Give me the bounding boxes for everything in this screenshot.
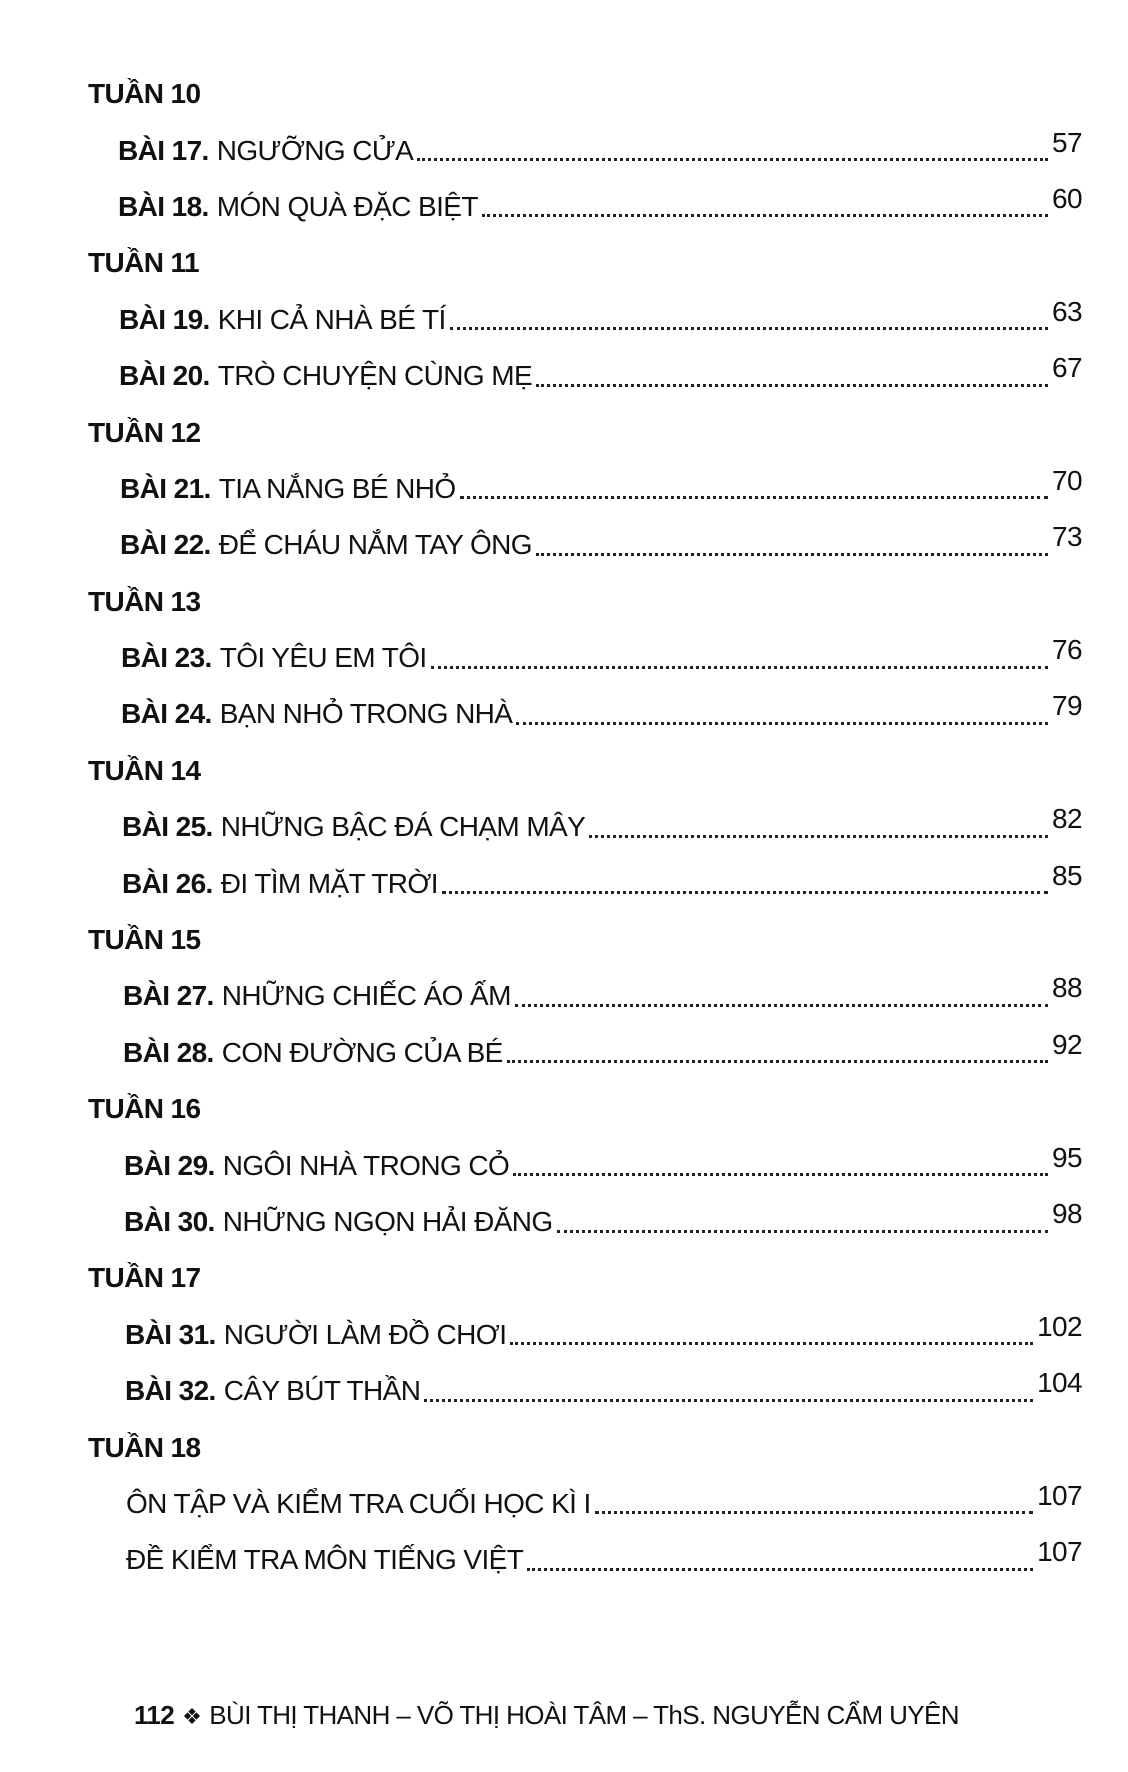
- lesson-title: TÔI YÊU EM TÔI: [219, 642, 427, 674]
- toc-entry: [0, 1025, 1128, 1081]
- page-ref: 63: [1052, 295, 1082, 327]
- page-ref: 107: [1037, 1536, 1082, 1568]
- lesson-number: BÀI 22.: [120, 529, 211, 561]
- toc-entry: [0, 1476, 1128, 1532]
- dot-leader: [536, 553, 1048, 556]
- dot-leader: [557, 1230, 1048, 1233]
- toc-entry: [0, 855, 1128, 911]
- lesson-title: CON ĐƯỜNG CỦA BÉ: [221, 1036, 503, 1068]
- toc-entry: [0, 348, 1128, 404]
- dot-leader: [516, 722, 1048, 725]
- page-ref: 76: [1052, 634, 1082, 666]
- dot-leader: [510, 1342, 1033, 1345]
- week-heading: TUẦN 14: [88, 754, 201, 786]
- lesson-number: BÀI 30.: [124, 1206, 215, 1237]
- lesson-title: MÓN QUÀ ĐẶC BIỆT: [216, 190, 478, 222]
- week-heading: TUẦN 17: [88, 1262, 201, 1294]
- week-heading: TUẦN 15: [88, 924, 201, 956]
- toc-entry: [0, 1363, 1128, 1419]
- page-number: 112: [134, 1700, 175, 1730]
- week-heading: TUẦN 10: [88, 78, 201, 110]
- toc-entry: [0, 968, 1128, 1024]
- toc-entry: [0, 1137, 1128, 1193]
- toc-entry: [0, 517, 1128, 573]
- lesson-number: BÀI 32.: [125, 1375, 216, 1407]
- lesson-number: BÀI 17.: [118, 134, 209, 166]
- lesson-number: BÀI 24.: [121, 698, 212, 730]
- page-ref: 102: [1037, 1310, 1082, 1342]
- page-ref: 88: [1052, 972, 1082, 1004]
- lesson-title: NGƯỠNG CỬA: [216, 134, 414, 166]
- page-ref: 107: [1037, 1479, 1082, 1511]
- lesson-number: BÀI 20.: [119, 360, 210, 392]
- page-ref: 67: [1052, 352, 1082, 384]
- dot-leader: [450, 327, 1048, 330]
- dot-leader: [417, 158, 1048, 161]
- lesson-number: BÀI 31.: [125, 1318, 216, 1350]
- toc-entry: [0, 1532, 1128, 1588]
- page-ref: 98: [1052, 1198, 1082, 1229]
- lesson-title: NGƯỜI LÀM ĐỒ CHƠI: [223, 1318, 507, 1350]
- week-heading: TUẦN 13: [88, 585, 201, 617]
- toc-entry: [0, 630, 1128, 686]
- lesson-number: BÀI 23.: [121, 642, 212, 674]
- dot-leader: [515, 1004, 1048, 1007]
- dot-leader: [513, 1173, 1048, 1176]
- week-heading: TUẦN 16: [88, 1093, 201, 1125]
- lesson-number: BÀI 27.: [123, 980, 214, 1012]
- dot-leader: [424, 1399, 1033, 1402]
- lesson-title: TRÒ CHUYỆN CÙNG MẸ: [217, 360, 533, 392]
- week-heading: TUẦN 11: [88, 247, 199, 279]
- page-ref: 104: [1037, 1367, 1082, 1399]
- lesson-title: NGÔI NHÀ TRONG CỎ: [222, 1149, 510, 1181]
- page-ref: 79: [1052, 690, 1082, 722]
- dot-leader: [482, 214, 1048, 217]
- authors: BÙI THỊ THANH – VÕ THỊ HOÀI TÂM – ThS. NGUYỄN CẨM UYÊN: [209, 1700, 959, 1730]
- page-ref: 82: [1052, 803, 1082, 835]
- lesson-title: KHI CẢ NHÀ BÉ TÍ: [217, 303, 446, 335]
- page-ref: 73: [1052, 521, 1082, 553]
- dot-leader: [431, 666, 1048, 669]
- lesson-title: ĐỂ CHÁU NẮM TAY ÔNG: [218, 529, 532, 561]
- week-heading: TUẦN 18: [88, 1431, 201, 1463]
- lesson-title: NHỮNG BẬC ĐÁ CHẠM MÂY: [220, 811, 586, 843]
- lesson-number: BÀI 18.: [118, 190, 209, 222]
- toc-entry: [0, 292, 1128, 348]
- toc-entry: [0, 686, 1128, 742]
- dot-leader: [589, 835, 1048, 838]
- page-ref: 57: [1052, 126, 1082, 158]
- lesson-title: TIA NẮNG BÉ NHỎ: [218, 472, 456, 504]
- page-ref: 85: [1052, 859, 1082, 891]
- dot-leader: [507, 1060, 1048, 1063]
- lesson-title: NHỮNG CHIẾC ÁO ẤM: [221, 980, 511, 1012]
- lesson-number: BÀI 28.: [123, 1036, 214, 1068]
- lesson-title: ĐI TÌM MẶT TRỜI: [220, 867, 438, 899]
- lesson-title: CÂY BÚT THẦN: [223, 1375, 421, 1407]
- lesson-title: BẠN NHỎ TRONG NHÀ: [219, 698, 513, 730]
- page-ref: 92: [1052, 1028, 1082, 1060]
- page-ref: 95: [1052, 1141, 1082, 1173]
- dot-leader: [442, 891, 1048, 894]
- dot-leader: [527, 1568, 1033, 1571]
- lesson-number: BÀI 26.: [122, 867, 213, 899]
- lesson-title: ĐỀ KIỂM TRA MÔN TIẾNG VIỆT: [126, 1544, 524, 1576]
- lesson-number: BÀI 29.: [124, 1149, 215, 1181]
- lesson-number: BÀI 25.: [122, 811, 213, 843]
- week-heading: TUẦN 12: [88, 416, 201, 448]
- toc-entry: [0, 799, 1128, 855]
- page-ref: 60: [1052, 182, 1082, 214]
- dot-leader: [595, 1511, 1033, 1514]
- lesson-number: BÀI 21.: [120, 472, 211, 504]
- dot-leader: [460, 496, 1048, 499]
- toc-entry: [0, 1194, 1128, 1250]
- toc-entry: [0, 179, 1128, 235]
- page-ref: 70: [1052, 464, 1082, 496]
- table-of-contents: [0, 66, 1128, 1589]
- dot-leader: [536, 384, 1048, 387]
- ornament-icon: ❖: [182, 1704, 202, 1729]
- toc-entry: [0, 461, 1128, 517]
- lesson-number: BÀI 19.: [119, 303, 210, 335]
- page-footer: [134, 1700, 959, 1731]
- lesson-title: NHỮNG NGỌN HẢI ĐĂNG: [222, 1206, 553, 1237]
- toc-entry: [0, 122, 1128, 178]
- lesson-title: ÔN TẬP VÀ KIỂM TRA CUỐI HỌC KÌ I: [126, 1487, 591, 1519]
- toc-entry: [0, 1307, 1128, 1363]
